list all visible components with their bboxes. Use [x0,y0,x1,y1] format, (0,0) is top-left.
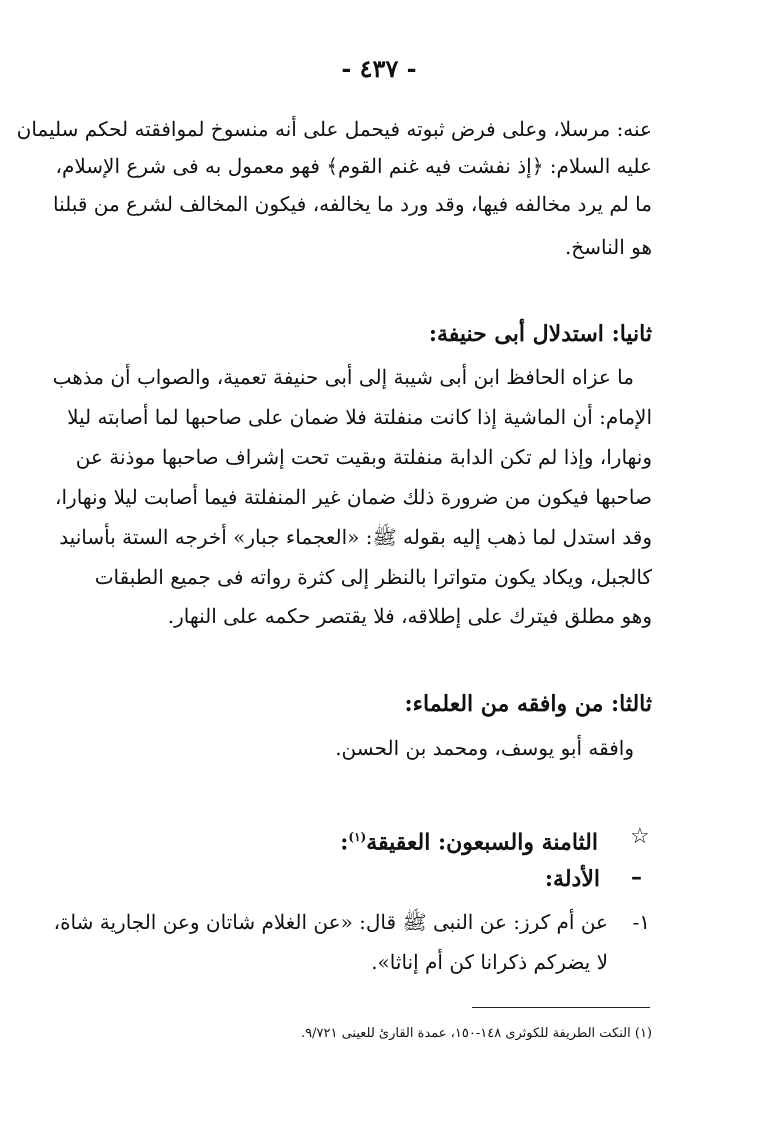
dash-bullet: – [631,864,642,890]
paragraph-line: وقد استدل لما ذهب إليه بقوله ﷺ: «العجماء جبار» أخرجه الستة بأسانيد [59,525,652,549]
paragraph-line: عليه السلام: ﴿إذ نفشت فيه غنم القوم﴾ فهو معمول به فى شرع الإسلام، [55,154,652,178]
paragraph-line: عنه: مرسلا، وعلى فرض ثبوته فيحمل على أنه منسوخ لموافقته لحكم سليمان [16,117,652,141]
paragraph-line: الإمام: أن الماشية إذا كانت منفلتة فلا ضمان على صاحبها لما أصابته ليلا [67,405,652,429]
paragraph-line: كالجبل، ويكاد يكون متواترا بالنظر إلى كثرة رواته فى جميع الطبقات [94,565,652,589]
footnote: (١) النكت الطريفة للكوثرى ١٤٨-١٥٠، عمدة القارئ للعينى ٩/٧٢١. [301,1026,652,1041]
paragraph-line: ما لم يرد مخالفه فيها، وقد ورد ما يخالفه، فيكون المخالف لشرع من قبلنا [53,192,652,216]
page-number: - ٤٣٧ - [341,54,417,83]
paragraph-line: ما عزاه الحافظ ابن أبى شيبة إلى أبى حنيفة تعمية، والصواب أن مذهب [52,365,634,389]
section-heading: ثالثا: من وافقه من العلماء: [404,691,652,717]
paragraph-line: وافقه أبو يوسف، ومحمد بن الحسن. [335,736,634,760]
list-item-line: لا يضركم ذكرانا كن أم إناثا». [371,950,608,974]
section-title-colon: : [340,829,349,856]
paragraph-line: وهو مطلق فيترك على إطلاقه، فلا يقتصر حكمه على النهار. [167,604,652,628]
list-item-line: عن أم كرز: عن النبى ﷺ قال: «عن الغلام شاتان وعن الجارية شاة، [53,910,608,934]
paragraph-line: ونهارا، وإذا لم تكن الدابة منفلتة وبقيت تحت إشراف صاحبها موذنة عن [75,445,652,469]
list-item-number: ١- [632,910,650,934]
section-heading: ثانيا: استدلال أبى حنيفة: [428,321,652,347]
footnote-divider [472,1007,650,1008]
paragraph-line: هو الناسخ. [564,235,652,259]
paragraph-line: صاحبها فيكون من ضرورة ذلك ضمان غير المنفلتة فيما أصابت ليلا ونهارا، [55,485,652,509]
subheading: الأدلة: [544,866,600,892]
footnote-ref: (١) [348,830,367,844]
star-icon: ☆ [630,824,650,849]
section-title [340,823,598,856]
section-title-text: الثامنة والسبعون: العقيقة [366,829,598,856]
